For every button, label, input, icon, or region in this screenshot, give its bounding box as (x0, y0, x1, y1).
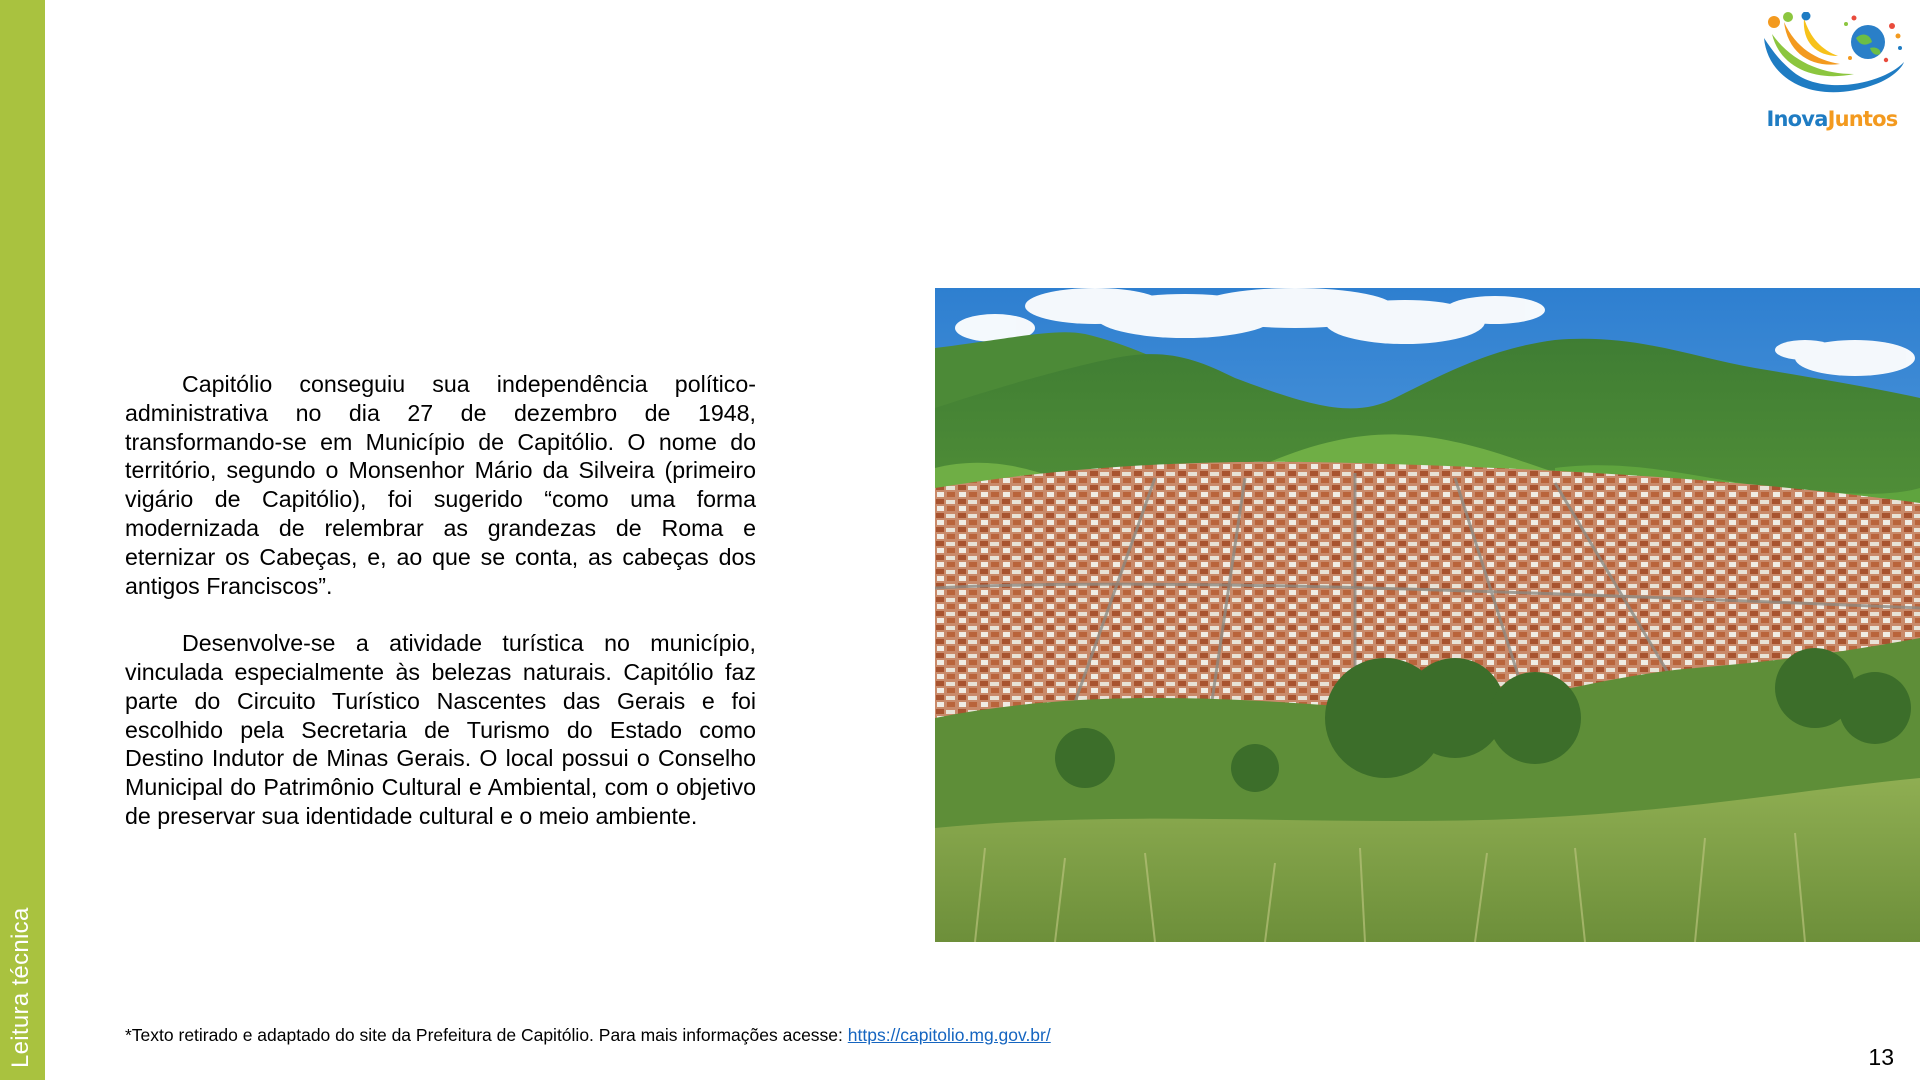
page-number: 13 (1868, 1044, 1894, 1070)
logo-word-juntos: Juntos (1827, 107, 1898, 131)
logo-wordmark (1758, 107, 1906, 131)
sidebar (0, 0, 45, 1080)
logo-graphic (1758, 12, 1906, 108)
sidebar-label: Leitura técnica (7, 907, 34, 1068)
paragraph-history: Capitólio conseguiu sua independência político-administrativa no dia 27 de dezembro de 1948, transformando-se em Município de Capitólio. O nome do território, segundo o Monsenhor Mário da Silveira (primeiro vigário de Capitólio), foi sugerido “como uma forma modernizada de relembrar as grandezas de Roma e eternizar os Cabeças, e, ao que se conta, as cabeças dos antigos Franciscos”. (125, 371, 756, 599)
footnote-link[interactable]: https://capitolio.mg.gov.br/ (847, 1025, 1051, 1045)
paragraph-tourism: Desenvolve-se a atividade turística no município, vinculada especialmente às belezas naturais. Capitólio faz parte do Circuito Turístico Nascentes das Gerais e foi escolhido pela Secretaria de Turismo do Estado como Destino Indutor de Minas Gerais. O local possui o Conselho Municipal do Patrimônio Cultural e Ambiental, com o objetivo de preservar sua identidade cultural e o meio ambiente. (125, 630, 756, 829)
town-aerial-photo (935, 288, 1920, 942)
inovajuntos-logo (1758, 12, 1906, 136)
footnote-text: *Texto retirado e adaptado do site da Prefeitura de Capitólio. Para mais informações acesse: (125, 1025, 848, 1045)
logo-word-inova: Inova (1766, 107, 1828, 131)
body-text (125, 370, 756, 831)
footnote (125, 1025, 1051, 1046)
